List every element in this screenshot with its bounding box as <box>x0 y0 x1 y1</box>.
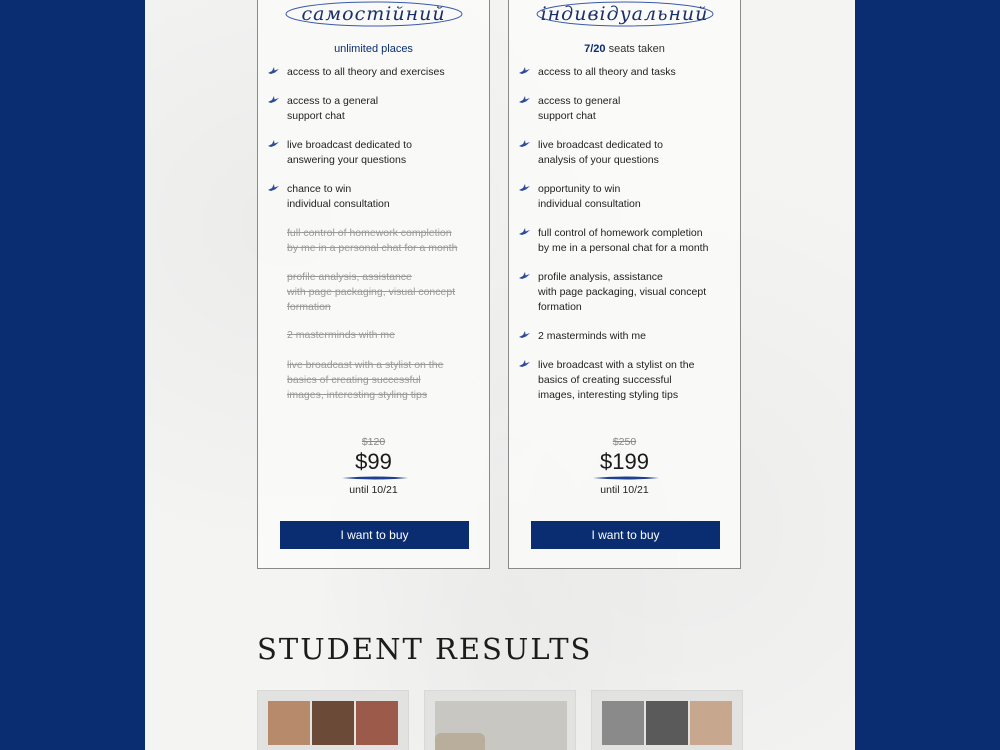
plan-title: самостійний <box>301 3 446 25</box>
old-price: $120 <box>361 436 386 448</box>
buy-button[interactable]: I want to buy <box>280 521 469 549</box>
price: $99 <box>355 449 392 474</box>
feature-item: opportunity to win individual consultation <box>519 182 730 212</box>
bird-bullet-icon <box>519 360 530 369</box>
feature-item: live broadcast dedicated to answering your questions <box>268 138 479 168</box>
seats-label: seats taken <box>605 43 665 55</box>
photo-placeholder <box>602 701 644 745</box>
bird-bullet-icon <box>268 140 279 149</box>
bird-bullet-icon <box>519 184 530 193</box>
photo-placeholder <box>356 701 398 745</box>
feature-item-excluded: profile analysis, assistance with page packaging, visual concept formation <box>287 271 456 313</box>
price-deadline: until 10/21 <box>600 484 649 496</box>
price-deadline: until 10/21 <box>349 484 398 496</box>
plan-card-individual <box>508 0 741 569</box>
bird-bullet-icon <box>519 331 530 340</box>
bird-bullet-icon <box>268 184 279 193</box>
feature-item: access to general support chat <box>519 94 730 124</box>
bird-bullet-icon <box>519 228 530 237</box>
page-content <box>145 0 855 750</box>
plan-subtitle <box>509 43 740 55</box>
photo-placeholder <box>435 733 485 750</box>
bird-bullet-icon <box>268 96 279 105</box>
price-underline-decoration <box>341 475 409 481</box>
plan-subtitle: unlimited places <box>334 43 413 55</box>
photo-placeholder <box>268 701 310 745</box>
feature-item: profile analysis, assistance with page packaging, visual concept formation <box>519 270 730 315</box>
feature-item-excluded: 2 masterminds with me <box>287 329 395 341</box>
feature-item: full control of homework completion by me in a personal chat for a month <box>519 226 730 256</box>
old-price: $250 <box>612 436 637 448</box>
photo-placeholder <box>312 701 354 745</box>
result-thumbnail[interactable] <box>591 690 743 750</box>
photo-placeholder <box>690 701 732 745</box>
student-results-heading: STUDENT RESULTS <box>257 632 593 666</box>
plan-title: індивідуальний <box>540 3 709 25</box>
feature-item: live broadcast with a stylist on the basics of creating successful images, interesting styling tips <box>519 358 730 403</box>
price: $199 <box>600 449 649 474</box>
feature-item: live broadcast dedicated to analysis of your questions <box>519 138 730 168</box>
photo-placeholder <box>646 701 688 745</box>
bird-bullet-icon <box>519 67 530 76</box>
feature-item: access to all theory and exercises <box>268 65 479 80</box>
feature-item-excluded: full control of homework completion by me in a personal chat for a month <box>287 227 458 254</box>
feature-item: access to a general support chat <box>268 94 479 124</box>
buy-button[interactable]: I want to buy <box>531 521 720 549</box>
bird-bullet-icon <box>268 67 279 76</box>
feature-item: access to all theory and tasks <box>519 65 730 80</box>
seats-count: 7/20 <box>584 43 606 55</box>
plan-card-self <box>257 0 490 569</box>
feature-item: chance to win individual consultation <box>268 182 479 212</box>
result-thumbnail[interactable] <box>424 690 576 750</box>
price-underline-decoration <box>592 475 660 481</box>
result-thumbnail[interactable] <box>257 690 409 750</box>
bird-bullet-icon <box>519 96 530 105</box>
feature-item-excluded: live broadcast with a stylist on the basics of creating successful images, interesting styling tips <box>287 359 444 401</box>
bird-bullet-icon <box>519 272 530 281</box>
bird-bullet-icon <box>519 140 530 149</box>
feature-item: 2 masterminds with me <box>519 329 730 344</box>
